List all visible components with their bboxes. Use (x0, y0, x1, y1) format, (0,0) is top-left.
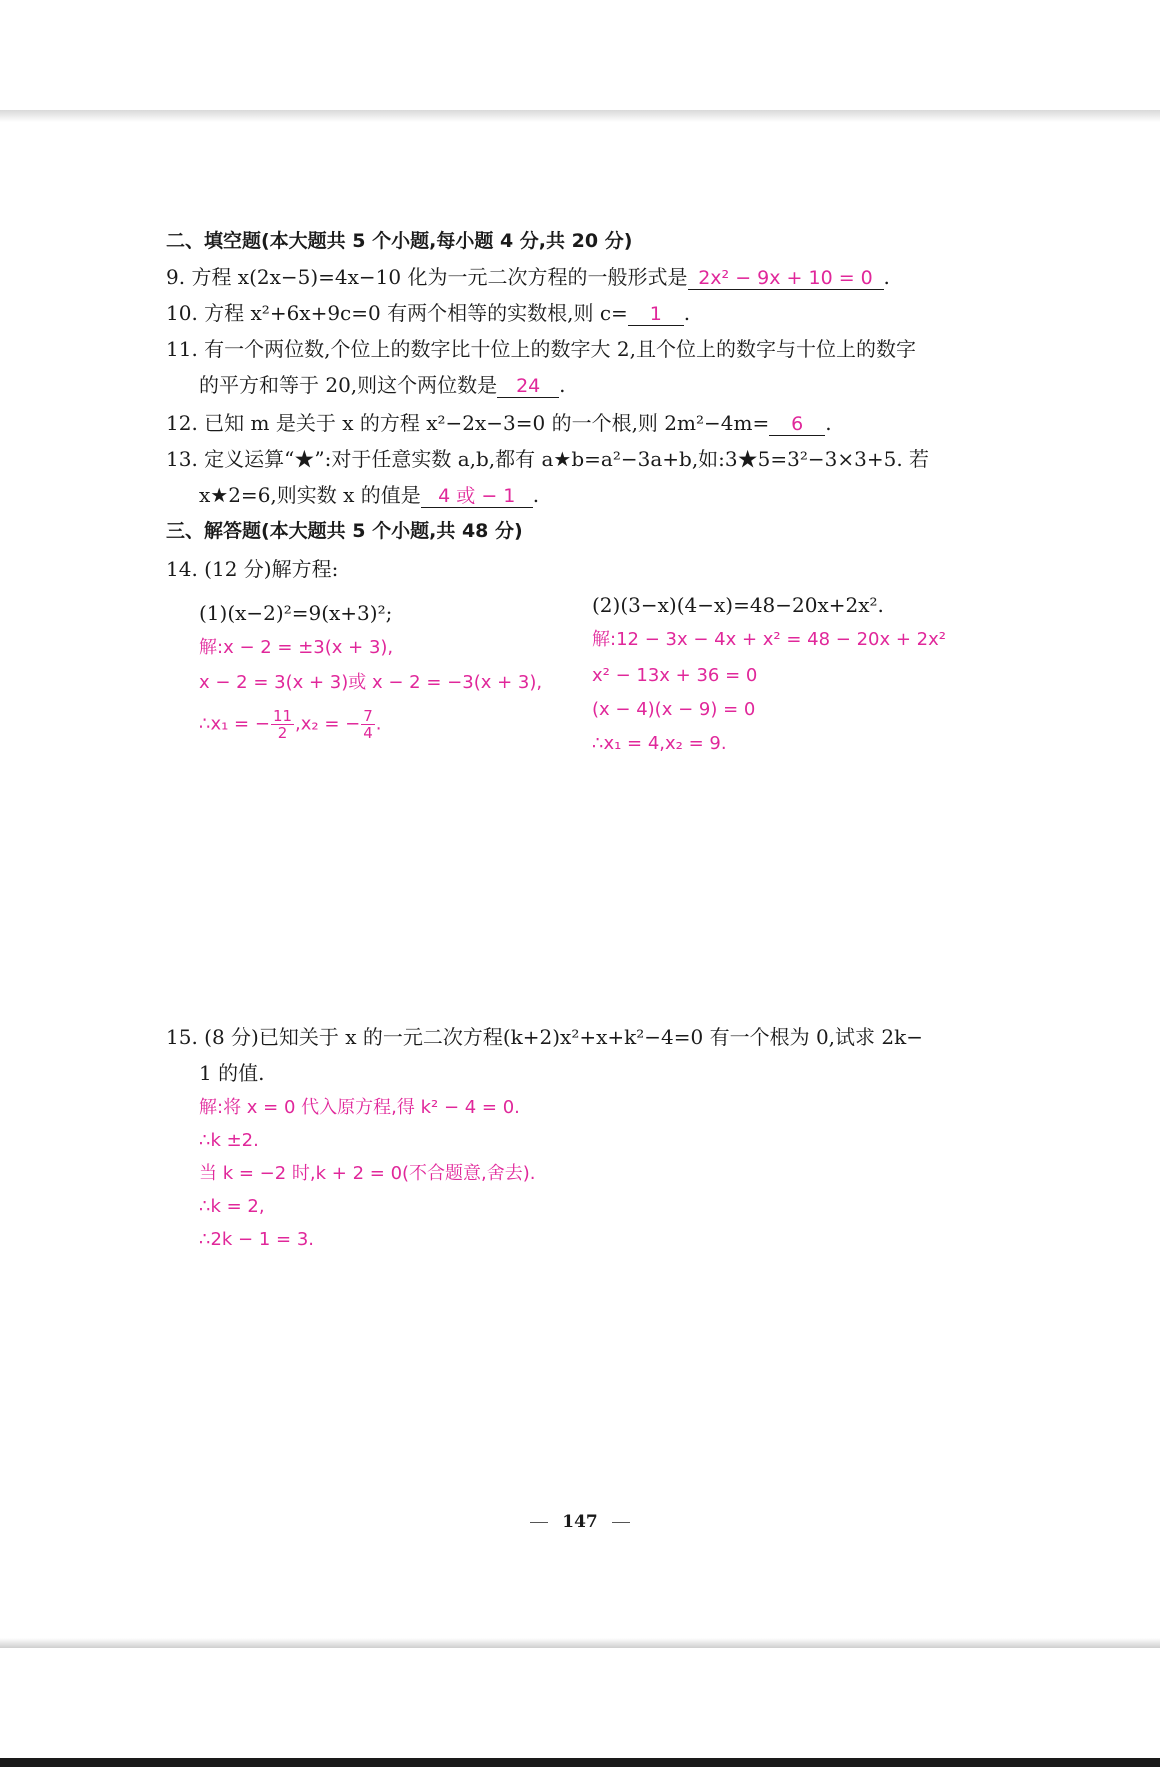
q15-solution-4: ∴k = 2, (199, 1196, 265, 1217)
period: . (883, 265, 890, 289)
q15-solution-5: ∴2k − 1 = 3. (199, 1229, 315, 1250)
question-15-line2: 1 的值. (199, 1061, 265, 1085)
question-13-text: x★2=6,则实数 x 的值是 (199, 483, 421, 507)
page-bottom-shadow (0, 1638, 1160, 1648)
page-top-shadow (0, 110, 1160, 122)
question-10-text: 10. 方程 x²+6x+9c=0 有两个相等的实数根,则 c= (166, 301, 628, 325)
fraction-denominator: 4 (363, 724, 373, 742)
period: . (375, 713, 382, 735)
q14-p2-solution-3: (x − 4)(x − 9) = 0 (592, 699, 756, 720)
q14-p2-solution-4: ∴x₁ = 4,x₂ = 9. (592, 733, 727, 754)
section-3-heading: 三、解答题(本大题共 5 个小题,共 48 分) (166, 520, 523, 542)
period: . (825, 411, 832, 435)
question-11-line1: 11. 有一个两位数,个位上的数字比十位上的数字大 2,且个位上的数字与十位上的数字 (166, 337, 916, 361)
period: . (683, 301, 691, 325)
page-number (0, 1512, 1160, 1532)
question-11-text: 的平方和等于 20,则这个两位数是 (199, 373, 498, 397)
question-14-title: 14. (12 分)解方程: (166, 557, 339, 581)
question-15-line1: 15. (8 分)已知关于 x 的一元二次方程(k+2)x²+x+k²−4=0 有一个根为 0,试求 2k− (166, 1025, 924, 1049)
fraction-numerator: 11 (272, 707, 293, 725)
question-12-text: 12. 已知 m 是关于 x 的方程 x²−2x−3=0 的一个根,则 2m²−4m= (166, 411, 770, 435)
question-14-part2: (2)(3−x)(4−x)=48−20x+2x². (592, 593, 884, 617)
question-13-line2 (199, 482, 539, 508)
fraction-numerator: 7 (363, 707, 373, 725)
question-11-answer: 24 (497, 375, 559, 398)
q14-p2-solution-1: 解:12 − 3x − 4x + x² = 48 − 20x + 2x² (592, 629, 946, 650)
question-9-answer: 2x² − 9x + 10 = 0 (688, 267, 884, 290)
q14-p1-x2-label: ,x₂ = − (295, 713, 361, 735)
question-12-answer: 6 (769, 413, 825, 436)
question-13-line1: 13. 定义运算“★”:对于任意实数 a,b,都有 a★b=a²−3a+b,如:3★5=3²−3×3+5. 若 (166, 447, 930, 471)
fraction-denominator: 2 (277, 724, 288, 742)
question-10-answer: 1 (628, 303, 684, 326)
bottom-bar (0, 1758, 1160, 1767)
q14-p1-solution-2: x − 2 = 3(x + 3)或 x − 2 = −3(x + 3), (199, 672, 543, 693)
dash-left (530, 1522, 548, 1523)
question-9 (166, 264, 890, 290)
question-10 (166, 300, 690, 326)
period: . (532, 483, 540, 507)
period: . (559, 373, 566, 397)
q15-solution-2: ∴k ±2. (199, 1130, 259, 1151)
q14-p1-x1-label: ∴x₁ = − (199, 713, 270, 735)
page-number-text: 147 (562, 1512, 598, 1532)
q14-p1-solution-3 (199, 708, 382, 741)
question-13-answer: 4 或 − 1 (421, 485, 533, 508)
section-2-heading: 二、填空题(本大题共 5 个小题,每小题 4 分,共 20 分) (166, 230, 633, 252)
q14-p2-solution-2: x² − 13x + 36 = 0 (592, 665, 758, 686)
question-9-text: 9. 方程 x(2x−5)=4x−10 化为一元二次方程的一般形式是 (166, 265, 688, 289)
dash-right (612, 1522, 630, 1523)
q14-p1-solution-1: 解:x − 2 = ±3(x + 3), (199, 637, 394, 658)
q15-solution-3: 当 k = −2 时,k + 2 = 0(不合题意,舍去). (199, 1163, 536, 1184)
fraction-11-2 (271, 708, 294, 741)
question-14-part1: (1)(x−2)²=9(x+3)²; (199, 601, 393, 625)
question-11-line2 (199, 372, 566, 398)
fraction-7-4 (361, 708, 375, 741)
q15-solution-1: 解:将 x = 0 代入原方程,得 k² − 4 = 0. (199, 1097, 520, 1118)
question-12 (166, 410, 832, 436)
